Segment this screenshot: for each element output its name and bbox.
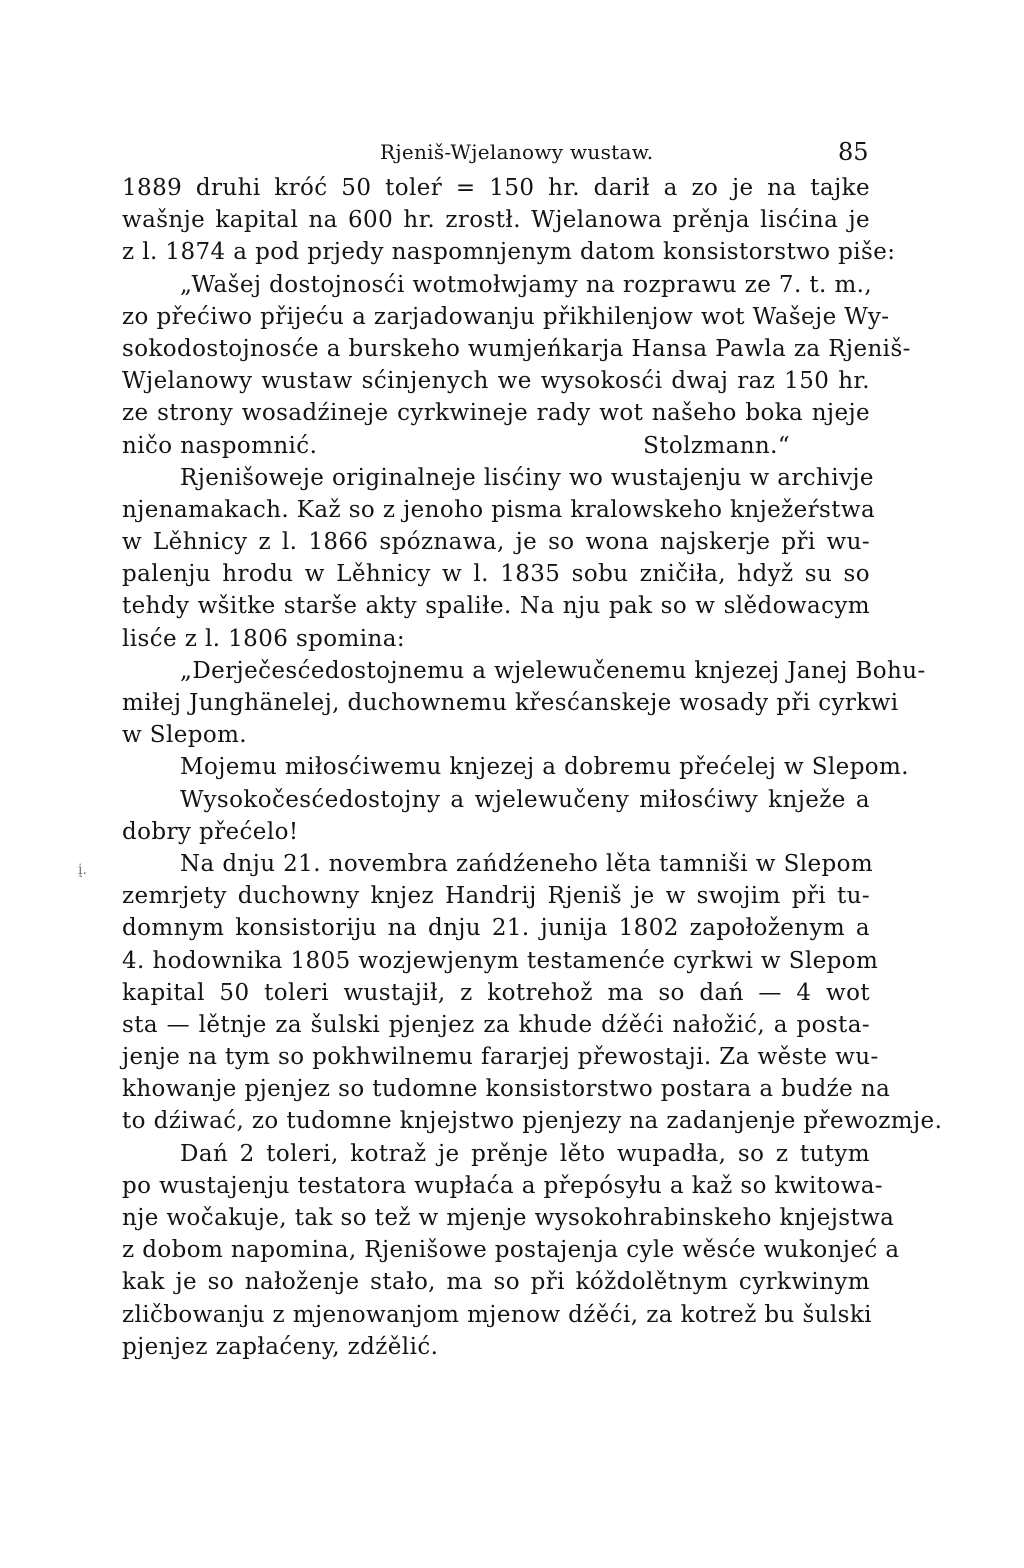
text-line: zo přećiwo přijeću a zarjadowanju přikhilenjow wot Wašeje Wy-: [122, 303, 890, 330]
text-line-left: ničo naspomnić.: [122, 432, 318, 459]
text-line: domnym konsistoriju na dnju 21. junija 1802 zapołoženym a: [122, 915, 870, 942]
text-line: nje wočakuje, tak so tež w mjenje wysokohrabinskeho knjejstwa: [122, 1205, 895, 1231]
running-head: Rjeniš-Wjelanowy wustaw.: [380, 140, 654, 164]
text-line: po wustajenju testatora wupłaća a přepósyłu a kaž so kwitowa-: [122, 1172, 883, 1199]
text-line: wašnje kapital na 600 hr. zrostł. Wjelanowa prěnja lisćina je: [122, 207, 870, 234]
text-line: kapital 50 toleri wustajił, z kotrehož ma so dań — 4 wot: [122, 979, 870, 1006]
text-line: njenamakach. Kaž so z jenoho pisma kralowskeho knježeŕstwa: [122, 496, 876, 523]
text-line: z l. 1874 a pod prjedy naspomnjenym datom konsistorstwo piše:: [122, 239, 896, 266]
text-line: ze strony wosadźineje cyrkwineje rady wot našeho boka njeje: [122, 400, 870, 427]
text-line: Dań 2 toleri, kotraž je prěnje lěto wupadła, so z tutym: [180, 1140, 870, 1167]
letter-signature: Stolzmann.“: [643, 432, 790, 459]
text-line: sokodostojnosće a burskeho wumjeńkarja Hansa Pawla za Rjeniš-: [122, 335, 911, 362]
text-line: zemrjety duchowny knjez Handrij Rjeniš je w swojim při tu-: [122, 883, 870, 910]
text-line: Rjenišoweje originalneje lisćiny wo wustajenju w archivje: [180, 464, 874, 491]
text-line: sta — lětnje za šulski pjenjez za khude dźěći nałožić, a posta-: [122, 1011, 870, 1038]
text-line: jenje na tym so pokhwilnemu fararjej přewostaji. Za wěste wu-: [122, 1044, 879, 1071]
text-line: palenju hrodu w Lěhnicy w l. 1835 sobu zničiła, hdyž su so: [122, 561, 870, 588]
text-line: Mojemu miłosćiwemu knjezej a dobremu přećelej w Slepom.: [180, 754, 909, 781]
text-line: [122, 430, 870, 462]
text-line: 4. hodownika 1805 wozjewjenym testamenće cyrkwi w Slepom: [122, 947, 879, 974]
text-line: zličbowanju z mjenowanjom mjenow dźěći, za kotrež bu šulski: [122, 1301, 872, 1328]
text-line: tehdy wšitke starše akty spaliłe. Na nju pak so w slědowacym: [122, 593, 870, 620]
text-line: dobry přećelo!: [122, 818, 299, 845]
text-line: khowanje pjenjez so tudomne konsistorstwo postara a budźe na: [122, 1076, 891, 1103]
text-line: miłej Junghänelej, duchownemu křesćanskeje wosady při cyrkwi: [122, 690, 899, 716]
text-line: pjenjez zapłaćeny, zdźělić.: [122, 1333, 439, 1360]
text-line: Wysokočesćedostojny a wjelewučeny miłosćiwy knježe a: [180, 786, 870, 813]
text-line: „Wašej dostojnosći wotmołwjamy na rozprawu ze 7. t. m.,: [180, 271, 873, 298]
margin-mark: į.: [78, 862, 87, 878]
text-line: to dźiwać, zo tudomne knjejstwo pjenjezy na zadanjenje přewozmje.: [122, 1108, 943, 1135]
text-line: 1889 druhi króć 50 toleŕ = 150 hr. darił a zo je na tajke: [122, 175, 870, 201]
text-line: z dobom napomina, Rjenišowe postajenja cyle wěsće wukonjeć a: [122, 1237, 900, 1264]
body-text: [122, 172, 943, 1363]
text-line: kak je so nałoženje stało, ma so při kóždolětnym cyrkwinym: [122, 1269, 870, 1296]
page-number: 85: [838, 138, 869, 166]
text-line: lisće z l. 1806 spomina:: [122, 625, 405, 652]
text-line: „Derječesćedostojnemu a wjelewučenemu knjezej Janej Bohu-: [180, 657, 926, 684]
text-line: w Lěhnicy z l. 1866 spóznawa, je so wona najskerje při wu-: [122, 529, 870, 556]
text-line: Na dnju 21. novembra zańdźeneho lěta tamniši w Slepom: [180, 850, 874, 877]
text-line: Wjelanowy wustaw sćinjenych we wysokosći dwaj raz 150 hr.: [122, 368, 870, 395]
text-line: w Slepom.: [122, 722, 248, 749]
